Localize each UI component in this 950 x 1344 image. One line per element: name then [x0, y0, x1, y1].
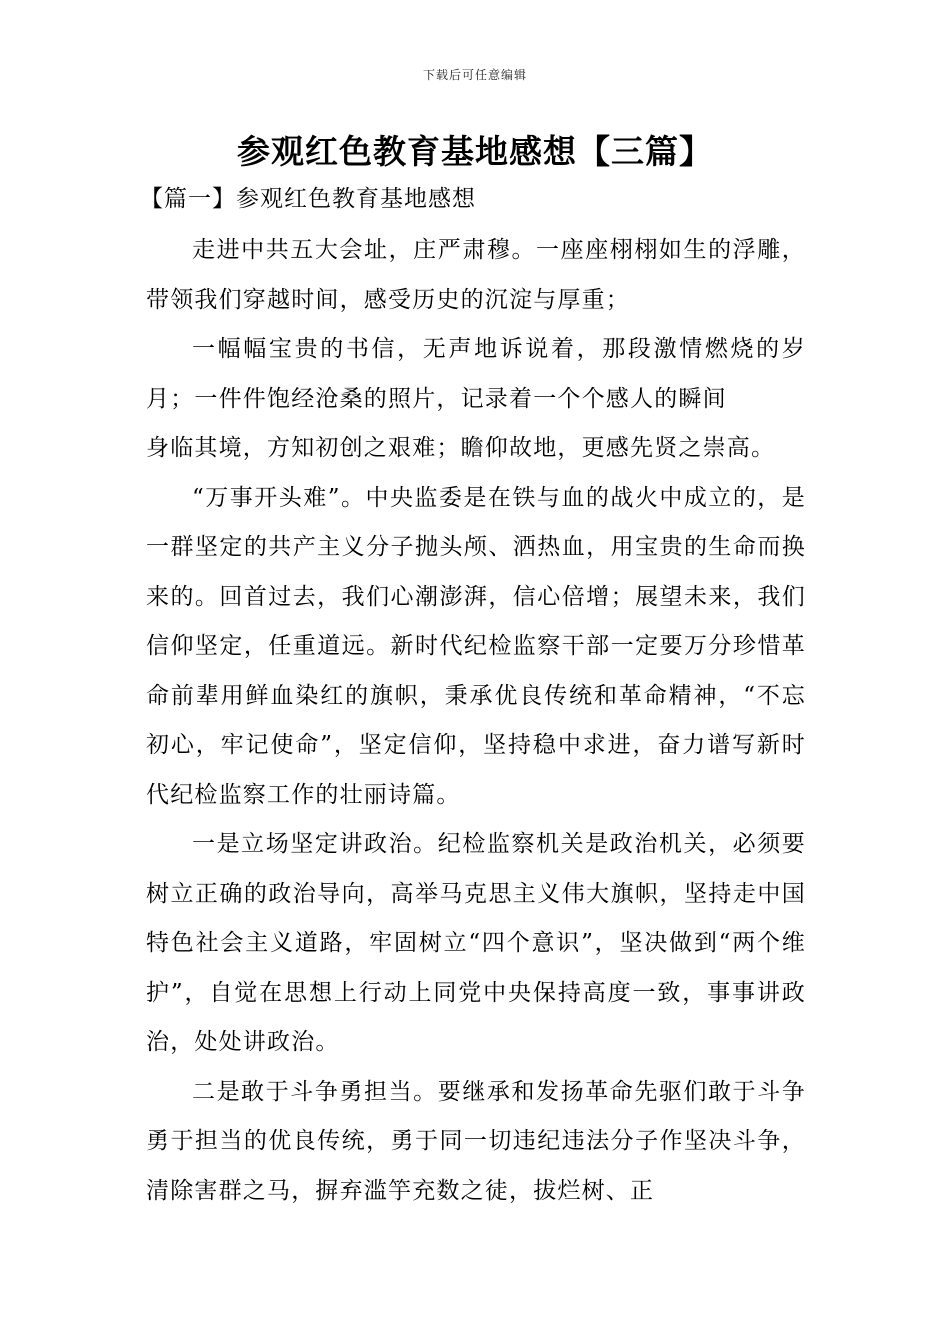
- paragraph-1: 走进中共五大会址，庄严肃穆。一座座栩栩如生的浮雕，带领我们穿越时间，感受历史的沉淀与厚重；: [146, 237, 806, 313]
- paragraph-5: 一是立场坚定讲政治。纪检监察机关是政治机关，必须要树立正确的政治导向，高举马克思主义伟大旗帜，坚持走中国特色社会主义道路，牢固树立“四个意识”，坚决做到“两个维护”，自觉在思想上行动上同党中央保持高度一致，事事讲政治，处处讲政治。: [146, 831, 806, 1055]
- document-title: 参观红色教育基地感想【三篇】: [237, 132, 713, 171]
- paragraph-2: 一幅幅宝贵的书信，无声地诉说着，那段激情燃烧的岁月；一件件饱经沧桑的照片，记录着一个个感人的瞬间: [146, 336, 806, 412]
- document-body: [140, 180, 806, 1216]
- paragraph-6: 二是敢于斗争勇担当。要继承和发扬革命先驱们敢于斗争勇于担当的优良传统，勇于同一切违纪违法分子作坚决斗争，清除害群之马，摒弃滥竽充数之徒，拔烂树、正: [146, 1078, 806, 1204]
- header-note: 下载后可任意编辑: [422, 68, 527, 82]
- paragraph-4: “万事开头难”。中央监委是在铁与血的战火中成立的，是一群坚定的共产主义分子抛头颅、洒热血，用宝贵的生命而换来的。回首过去，我们心潮澎湃，信心倍增；展望未来，我们信仰坚定，任重道远。新时代纪检监察干部一定要万分珍惜革命前辈用鲜血染红的旗帜，秉承优良传统和革命精神，“不忘初心，牢记使命”，坚定信仰，坚持稳中求进，奋力谱写新时代纪检监察工作的壮丽诗篇。: [146, 484, 806, 808]
- paragraph-3: 身临其境，方知初创之艰难；瞻仰故地，更感先贤之崇高。: [146, 435, 776, 461]
- section-heading: 【篇一】参观红色教育基地感想: [140, 186, 476, 212]
